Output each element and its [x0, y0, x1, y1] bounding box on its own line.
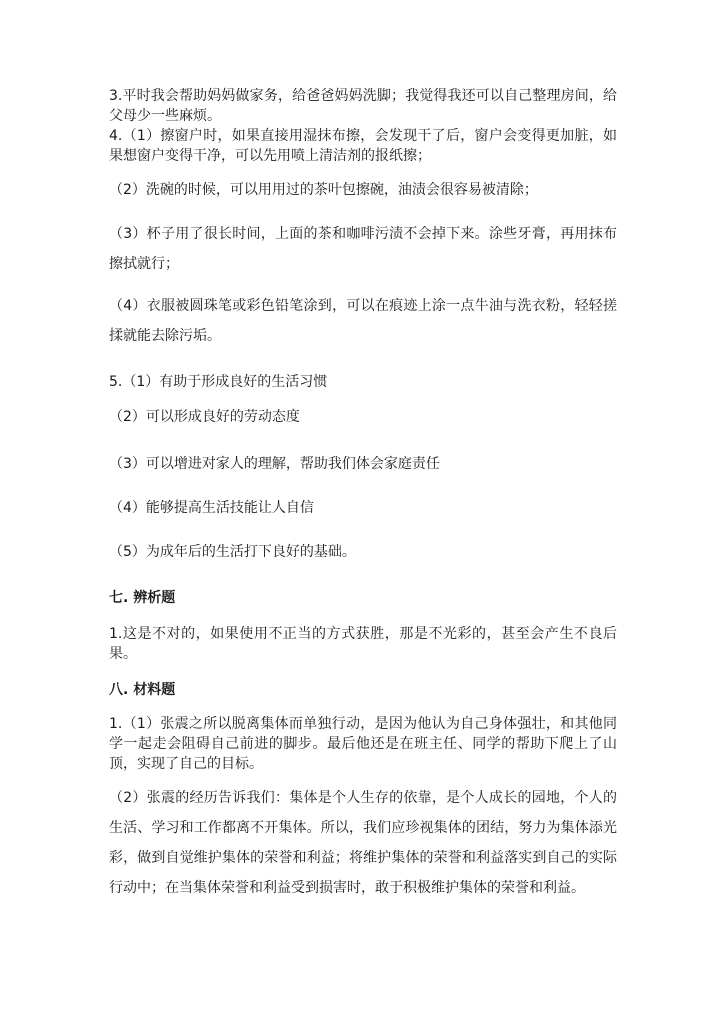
section-8-answer-1-part-2: （2）张震的经历告诉我们：集体是个人生存的依靠，是个人成长的园地，个人的生活、学习和工作都离不开集体。所以，我们应珍视集体的团结，努力为集体添光彩，做到自觉维护集体的荣誉和利益；将维护集体的荣誉和利益落实到自己的实际行动中；在当集体荣誉和利益受到损害时，敢于积极维护集体的荣誉和利益。	[109, 790, 617, 896]
answer-5-item-5: （5）为成年后的生活打下良好的基础。	[109, 544, 356, 560]
answer-4-item-2: （2）洗碗的时候，可以用用过的茶叶包擦碗，油渍会很容易被清除；	[109, 182, 538, 198]
section-7-title: 七. 辨析题	[109, 590, 176, 606]
answer-5-item-2: （2）可以形成良好的劳动态度	[109, 409, 300, 425]
answer-4-item-4: （4）衣服被圆珠笔或彩色铅笔涂到，可以在痕迹上涂一点牛油与洗衣粉，轻轻搓揉就能去除污垢。	[109, 298, 617, 344]
section-7-answer-1: 1.这是不对的，如果使用不正当的方式获胜，那是不光彩的，甚至会产生不良后果。	[109, 626, 617, 662]
answer-4-item-1: 4.（1）擦窗户时，如果直接用湿抹布擦，会发现干了后，窗户会变得更加脏，如果想窗户变得干净，可以先用喷上清洁剂的报纸擦；	[109, 128, 617, 164]
section-8-answer-1-part-1: 1.（1）张震之所以脱离集体而单独行动，是因为他认为自己身体强壮，和其他同学一起走会阻碍自己前进的脚步。最后他还是在班主任、同学的帮助下爬上了山顶，实现了自己的目标。	[109, 716, 617, 772]
section-8-title: 八. 材料题	[109, 682, 176, 698]
answer-4-item-3: （3）杯子用了很长时间，上面的茶和咖啡污渍不会掉下来。涂些牙膏，再用抹布擦拭就行；	[109, 226, 617, 272]
answer-3-text: 3.平时我会帮助妈妈做家务，给爸爸妈妈洗脚；我觉得我还可以自己整理房间，给父母少一些麻烦。	[109, 88, 617, 124]
answer-5-item-4: （4）能够提高生活技能让人自信	[109, 500, 314, 516]
answer-5-item-3: （3）可以增进对家人的理解，帮助我们体会家庭责任	[109, 456, 440, 472]
answer-5-item-1: 5.（1）有助于形成良好的生活习惯	[109, 374, 328, 390]
